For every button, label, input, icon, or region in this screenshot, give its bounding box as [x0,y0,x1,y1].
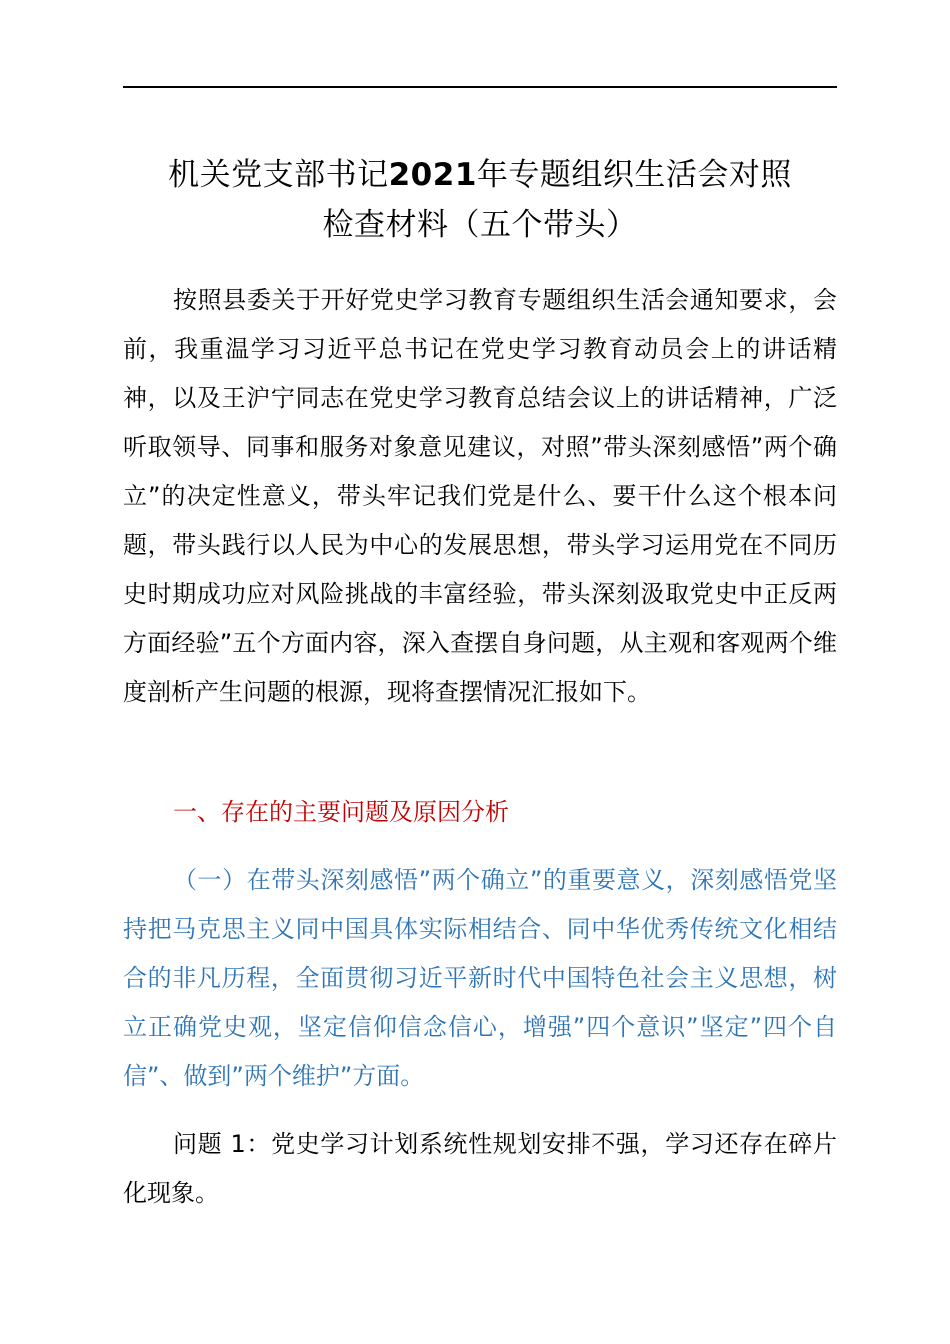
header-rule [123,86,837,88]
title-suffix: 年专题组织生活会对照 [476,157,792,193]
document-title [110,150,850,250]
title-line-2: 检查材料（五个带头） [322,207,638,243]
title-year: 2021 [388,157,477,193]
title-line-1 [110,150,850,200]
problem-1-paragraph: 问题 1：党史学习计划系统性规划安排不强，学习还存在碎片化现象。 [123,1130,837,1207]
title-prefix: 机关党支部书记 [168,157,389,193]
section-heading: 一、存在的主要问题及原因分析 [173,798,509,826]
subsection-heading: （一）在带头深刻感悟”两个确立”的重要意义，深刻感悟党坚持把马克思主义同中国具体实际相结合、同中华优秀传统文化相结合的非凡历程，全面贯彻习近平新时代中国特色社会主义思想，树立正确党史观，坚定信仰信念信心，增强”四个意识”坚定”四个自信”、做到”两个维护”方面。 [123,866,837,1090]
intro-paragraph: 按照县委关于开好党史学习教育专题组织生活会通知要求，会前，我重温学习习近平总书记在党史学习教育动员会上的讲话精神，以及王沪宁同志在党史学习教育总结会议上的讲话精神，广泛听取领导、同事和服务对象意见建议，对照”带头深刻感悟”两个确立”的决定性意义，带头牢记我们党是什么、要干什么这个根本问题，带头践行以人民为中心的发展思想，带头学习运用党在不同历史时期成功应对风险挑战的丰富经验，带头深刻汲取党史中正反两方面经验”五个方面内容，深入查摆自身问题，从主观和客观两个维度剖析产生问题的根源，现将查摆情况汇报如下。 [123,286,837,706]
